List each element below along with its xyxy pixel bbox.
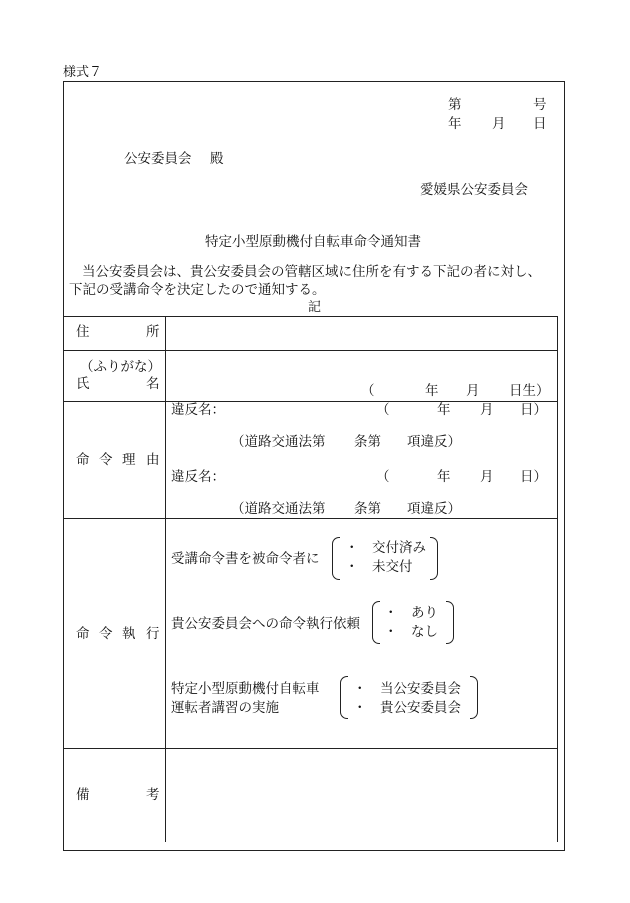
execution-label-3: 執 bbox=[122, 626, 136, 642]
violation-2-day: 日） bbox=[520, 469, 547, 485]
violation-1-year: 年 bbox=[437, 402, 451, 418]
dob-year: 年 bbox=[425, 383, 439, 399]
label-column-line bbox=[165, 316, 166, 842]
address-label-right: 所 bbox=[146, 324, 160, 340]
table-top-line bbox=[64, 316, 558, 317]
number-suffix: 号 bbox=[533, 97, 547, 113]
execution-label-4: 行 bbox=[146, 626, 160, 642]
name-label-right: 名 bbox=[146, 376, 160, 392]
reason-label-1: 命 bbox=[76, 452, 90, 468]
furigana-label: （ふりがな） bbox=[80, 359, 161, 375]
date-day: 日 bbox=[533, 116, 547, 132]
execution-label-2: 令 bbox=[99, 626, 113, 642]
addressee-name: 公安委員会 bbox=[124, 151, 192, 167]
address-label-left: 住 bbox=[76, 324, 90, 340]
date-month: 月 bbox=[492, 116, 506, 132]
ki-label: 記 bbox=[308, 300, 322, 315]
remarks-field[interactable] bbox=[168, 751, 554, 839]
form-label: 様式７ bbox=[63, 65, 103, 80]
execution-label-1: 命 bbox=[76, 626, 90, 642]
training-label-line-1: 特定小型原動機付自転車 bbox=[171, 681, 320, 697]
violation-2-label: 違反名： bbox=[171, 469, 225, 485]
training-option-your[interactable]: ・ 貴公安委員会 bbox=[353, 700, 461, 716]
violation-2-clause: 項違反） bbox=[407, 501, 461, 517]
remarks-label-left: 備 bbox=[76, 787, 90, 803]
violation-2-year: 年 bbox=[437, 469, 451, 485]
violation-2-article: 条第 bbox=[354, 501, 381, 517]
table-right-line bbox=[557, 316, 558, 842]
request-brace-right bbox=[446, 601, 454, 644]
row-line-1 bbox=[64, 350, 558, 351]
request-option-no[interactable]: ・ なし bbox=[384, 624, 438, 640]
remarks-label-right: 考 bbox=[146, 787, 160, 803]
name-field[interactable] bbox=[168, 353, 554, 381]
delivery-label: 受講命令書を被命令者に bbox=[171, 551, 320, 567]
date-year: 年 bbox=[448, 116, 462, 132]
violation-1-clause: 項違反） bbox=[407, 434, 461, 450]
request-brace-left bbox=[372, 601, 380, 644]
violation-1-article: 条第 bbox=[354, 434, 381, 450]
dob-day: 日生） bbox=[509, 383, 550, 399]
body-line-2: 下記の受講命令を決定したので通知する。 bbox=[69, 282, 326, 298]
violation-1-open: （ bbox=[376, 402, 390, 418]
violation-2-open: （ bbox=[376, 469, 390, 485]
training-option-this[interactable]: ・ 当公安委員会 bbox=[353, 681, 461, 697]
delivery-brace-left bbox=[332, 537, 340, 580]
row-line-4 bbox=[64, 748, 558, 749]
dob-month: 月 bbox=[466, 383, 480, 399]
violation-2-law: （道路交通法第 bbox=[231, 501, 326, 517]
violation-1-law: （道路交通法第 bbox=[231, 434, 326, 450]
violation-2-month: 月 bbox=[480, 469, 494, 485]
document-title: 特定小型原動機付自転車命令通知書 bbox=[205, 234, 421, 250]
address-field[interactable] bbox=[168, 319, 554, 348]
training-brace-left bbox=[340, 676, 348, 719]
reason-label-3: 理 bbox=[122, 452, 136, 468]
violation-1-label: 違反名： bbox=[171, 402, 225, 418]
reason-label-4: 由 bbox=[146, 452, 160, 468]
row-line-3 bbox=[64, 518, 558, 519]
request-option-yes[interactable]: ・ あり bbox=[384, 605, 438, 621]
delivery-option-not-issued[interactable]: ・ 未交付 bbox=[345, 559, 413, 575]
sender-name: 愛媛県公安委員会 bbox=[420, 182, 528, 198]
reason-label-2: 令 bbox=[99, 452, 113, 468]
body-line-1: 当公安委員会は、貴公安委員会の管轄区域に住所を有する下記の者に対し、 bbox=[82, 264, 541, 280]
delivery-option-issued[interactable]: ・ 交付済み bbox=[345, 540, 426, 556]
violation-1-month: 月 bbox=[480, 402, 494, 418]
training-label-line-2: 運転者講習の実施 bbox=[171, 700, 279, 716]
name-label-left: 氏 bbox=[76, 376, 90, 392]
violation-1-day: 日） bbox=[520, 402, 547, 418]
training-brace-right bbox=[470, 676, 478, 719]
addressee-honorific: 殿 bbox=[210, 151, 224, 167]
delivery-brace-right bbox=[430, 537, 438, 580]
number-prefix: 第 bbox=[448, 97, 462, 113]
request-label: 貴公安委員会への命令執行依頼 bbox=[171, 616, 360, 632]
dob-open: （ bbox=[361, 383, 375, 399]
